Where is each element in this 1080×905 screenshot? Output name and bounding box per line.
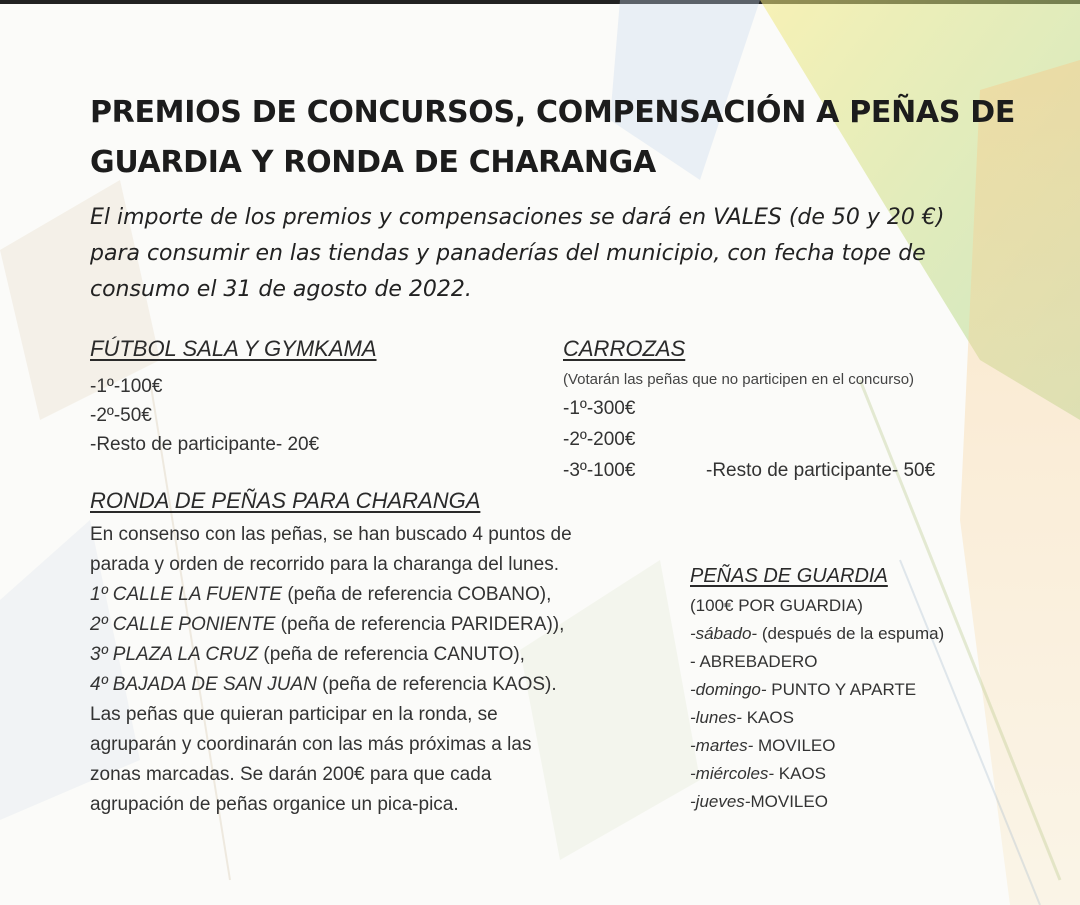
ronda-outro-line-1: Las peñas que quieran participar en la ronda, se: [90, 704, 498, 725]
guardia-day-lunes: [690, 704, 1070, 732]
carrozas-heading: CARROZAS: [563, 336, 686, 361]
guardia-day-label: -miércoles-: [690, 764, 775, 783]
guardia-day-value: KAOS: [741, 708, 794, 727]
ronda-stop-4-ref: (peña de referencia KAOS).: [316, 674, 557, 695]
futbol-prize-2: -2º-50€: [90, 405, 152, 426]
ronda-stop-2-ref: (peña de referencia PARIDERA)),: [275, 614, 565, 635]
ronda-body: [90, 520, 650, 820]
title-line-2: GUARDIA Y RONDA DE CHARANGA: [90, 145, 656, 180]
guardia-heading: PEÑAS DE GUARDIA: [690, 565, 888, 587]
carrozas-prize-1: -1º-300€: [563, 398, 636, 419]
ronda-stop-1-place: 1º CALLE LA FUENTE: [90, 584, 283, 605]
guardia-day-label: -martes-: [690, 736, 754, 755]
futbol-heading: FÚTBOL SALA Y GYMKAMA: [90, 336, 377, 361]
ronda-intro-line-2: parada y orden de recorrido para la charanga del lunes.: [90, 554, 559, 575]
guardia-day-label: -jueves-: [690, 792, 751, 811]
guardia-day-value: - ABREBADERO: [690, 652, 818, 671]
intro-line-2: para consumir en las tiendas y panaderías del municipio, con fecha tope de: [90, 241, 926, 266]
ronda-stop-1: [90, 580, 650, 610]
ronda-outro-line-4: agrupación de peñas organice un pica-pica.: [90, 794, 459, 815]
guardia-day-miercoles: [690, 760, 1070, 788]
futbol-prize-1: -1º-100€: [90, 376, 163, 397]
guardia-day-value: MOVILEO: [750, 792, 828, 811]
guardia-day-label: -domingo-: [690, 680, 767, 699]
guardia-day-value: KAOS: [774, 764, 827, 783]
title-line-1: PREMIOS DE CONCURSOS, COMPENSACIÓN A PEÑAS DE: [90, 95, 1016, 130]
guardia-day-martes: [690, 732, 1070, 760]
guardia-day-label: -sábado-: [690, 624, 758, 643]
guardia-day-domingo: [690, 676, 1070, 704]
page-title: [90, 88, 1050, 188]
ronda-stop-2-place: 2º CALLE PONIENTE: [90, 614, 276, 635]
futbol-prize-list: [90, 372, 319, 459]
carrozas-prize-list: [563, 393, 635, 486]
intro-line-1: El importe de los premios y compensaciones se dará en VALES (de 50 y 20 €): [90, 205, 945, 230]
guardia-day-value: (después de la espuma): [757, 624, 945, 643]
guardia-day-value: PUNTO Y APARTE: [766, 680, 917, 699]
ronda-heading: RONDA DE PEÑAS PARA CHARANGA: [90, 488, 481, 513]
carrozas-prize-2: -2º-200€: [563, 429, 636, 450]
ronda-outro-line-2: agruparán y coordinarán con las más próximas a las: [90, 734, 532, 755]
ronda-stop-4: [90, 670, 650, 700]
ronda-stop-3-ref: (peña de referencia CANUTO),: [258, 644, 525, 665]
guardia-subtitle: (100€ POR GUARDIA): [690, 596, 863, 615]
guardia-day-label: -lunes-: [690, 708, 742, 727]
guardia-day-sabado-peña: [690, 648, 1070, 676]
guardia-day-sabado: [690, 620, 1070, 648]
carrozas-prize-3: -3º-100€: [563, 460, 636, 481]
ronda-stop-4-place: 4º BAJADA DE SAN JUAN: [90, 674, 317, 695]
futbol-prize-rest: -Resto de participante- 20€: [90, 434, 320, 455]
ronda-stop-2: [90, 610, 650, 640]
guardia-day-value: MOVILEO: [753, 736, 836, 755]
guardia-list: [690, 592, 1070, 816]
ronda-outro-line-3: zonas marcadas. Se darán 200€ para que cada: [90, 764, 492, 785]
ronda-intro-line-1: En consenso con las peñas, se han buscado 4 puntos de: [90, 524, 572, 545]
ronda-stop-1-ref: (peña de referencia COBANO),: [282, 584, 552, 605]
ronda-stop-3: [90, 640, 650, 670]
intro-paragraph: [90, 200, 990, 308]
carrozas-note: (Votarán las peñas que no participen en el concurso): [563, 371, 915, 388]
ronda-stop-3-place: 3º PLAZA LA CRUZ: [90, 644, 259, 665]
carrozas-prize-rest: -Resto de participante- 50€: [706, 460, 936, 481]
intro-line-3: consumo el 31 de agosto de 2022.: [90, 277, 472, 302]
guardia-day-jueves: [690, 788, 1070, 816]
